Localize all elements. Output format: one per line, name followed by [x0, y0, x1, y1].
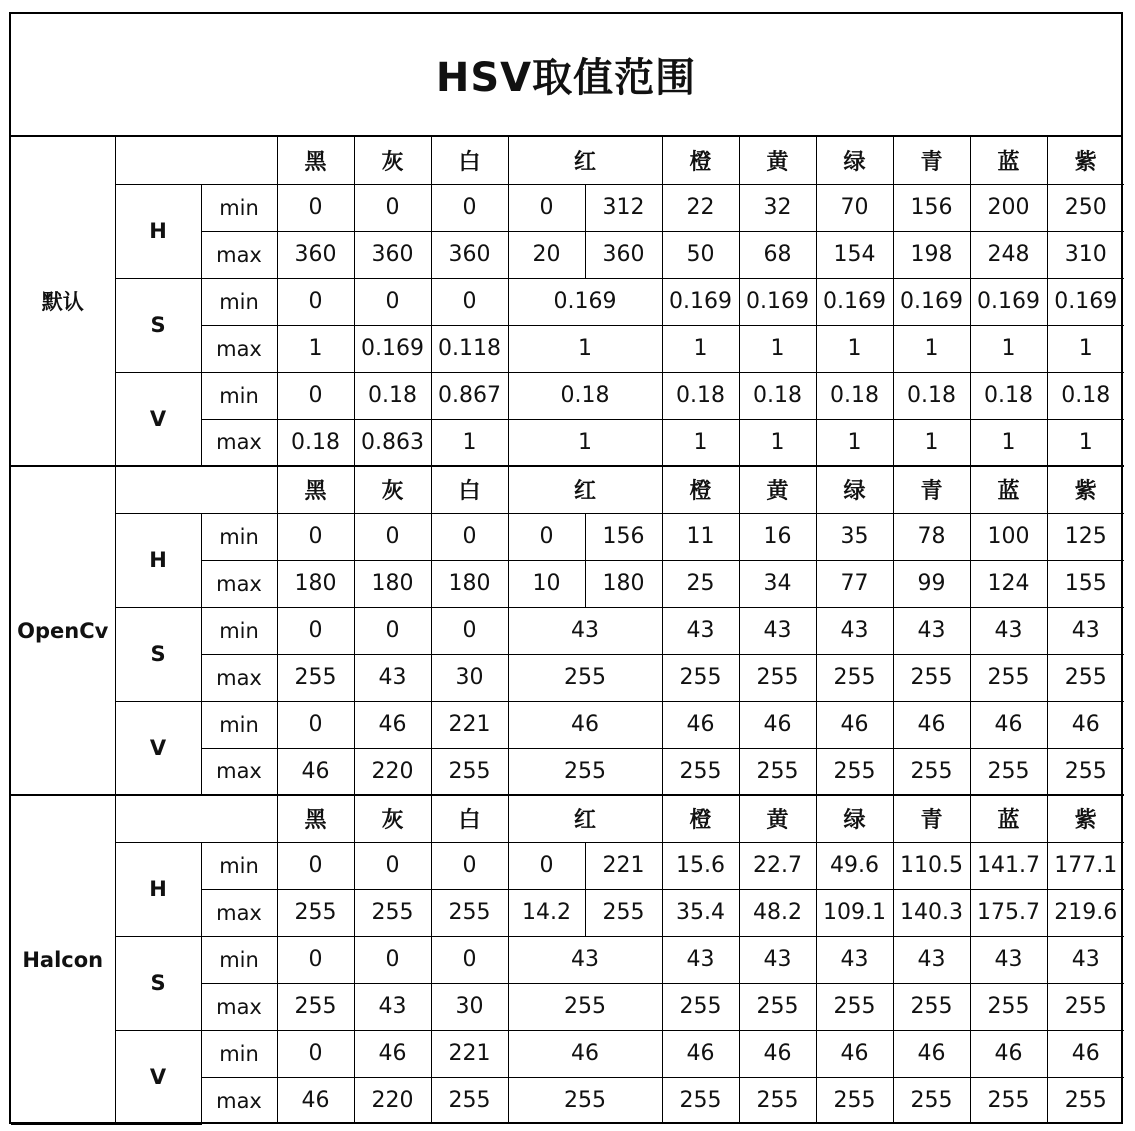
- value-cell: 141.7: [970, 842, 1047, 889]
- value-cell: 32: [739, 184, 816, 231]
- value-cell: 46: [277, 1077, 354, 1124]
- color-header: 灰: [354, 466, 431, 513]
- value-cell: 312: [585, 184, 662, 231]
- value-cell: 180: [585, 560, 662, 607]
- value-cell: 255: [277, 654, 354, 701]
- value-cell: 22.7: [739, 842, 816, 889]
- value-cell: 0: [277, 278, 354, 325]
- value-cell: 14.2: [508, 889, 585, 936]
- value-cell: 255: [1047, 983, 1124, 1030]
- value-cell: 255: [739, 983, 816, 1030]
- value-cell: 20: [508, 231, 585, 278]
- min-label: min: [201, 278, 277, 325]
- value-cell: 46: [508, 1030, 662, 1077]
- value-cell: 46: [354, 701, 431, 748]
- value-cell: 255: [585, 889, 662, 936]
- value-cell: 43: [508, 936, 662, 983]
- value-cell: 0: [277, 701, 354, 748]
- value-cell: 0.169: [739, 278, 816, 325]
- value-cell: 255: [816, 983, 893, 1030]
- value-cell: 219.6: [1047, 889, 1124, 936]
- value-row: [11, 936, 1124, 983]
- value-cell: 255: [893, 748, 970, 795]
- value-cell: 109.1: [816, 889, 893, 936]
- value-cell: 180: [431, 560, 508, 607]
- value-row: [11, 607, 1124, 654]
- value-cell: 99: [893, 560, 970, 607]
- value-cell: 100: [970, 513, 1047, 560]
- value-cell: 46: [739, 701, 816, 748]
- value-cell: 0.18: [739, 372, 816, 419]
- value-cell: 360: [431, 231, 508, 278]
- value-cell: 124: [970, 560, 1047, 607]
- value-cell: 46: [1047, 701, 1124, 748]
- value-cell: 156: [585, 513, 662, 560]
- value-cell: 0: [431, 278, 508, 325]
- value-cell: 34: [739, 560, 816, 607]
- value-cell: 0: [431, 936, 508, 983]
- value-cell: 1: [739, 325, 816, 372]
- value-cell: 255: [508, 1077, 662, 1124]
- value-cell: 10: [508, 560, 585, 607]
- value-cell: 43: [739, 607, 816, 654]
- color-header: 红: [508, 795, 662, 842]
- value-cell: 43: [662, 936, 739, 983]
- value-cell: 0: [508, 184, 585, 231]
- value-cell: 0: [277, 1030, 354, 1077]
- value-cell: 11: [662, 513, 739, 560]
- min-label: min: [201, 607, 277, 654]
- color-header: 青: [893, 466, 970, 513]
- value-row: [11, 184, 1124, 231]
- color-header: 紫: [1047, 137, 1124, 184]
- channel-label: H: [115, 184, 201, 278]
- value-cell: 46: [816, 1030, 893, 1077]
- value-cell: 1: [1047, 419, 1124, 466]
- value-cell: 46: [354, 1030, 431, 1077]
- color-header: 紫: [1047, 795, 1124, 842]
- color-header: 白: [431, 795, 508, 842]
- value-cell: 200: [970, 184, 1047, 231]
- value-cell: 46: [1047, 1030, 1124, 1077]
- value-cell: 255: [739, 748, 816, 795]
- value-cell: 255: [277, 889, 354, 936]
- color-header-row: [11, 466, 1124, 513]
- value-cell: 1: [431, 419, 508, 466]
- header-blank-cell: [115, 795, 277, 842]
- value-cell: 360: [354, 231, 431, 278]
- value-cell: 255: [816, 748, 893, 795]
- color-header: 青: [893, 795, 970, 842]
- color-header: 蓝: [970, 795, 1047, 842]
- header-blank-cell: [115, 466, 277, 513]
- value-cell: 180: [354, 560, 431, 607]
- value-cell: 70: [816, 184, 893, 231]
- value-cell: 220: [354, 748, 431, 795]
- value-cell: 255: [970, 748, 1047, 795]
- value-cell: 0: [431, 513, 508, 560]
- value-cell: 0: [277, 607, 354, 654]
- value-cell: 0: [431, 607, 508, 654]
- channel-label: S: [115, 607, 201, 701]
- color-header: 白: [431, 137, 508, 184]
- value-cell: 0: [354, 278, 431, 325]
- value-cell: 43: [893, 936, 970, 983]
- value-cell: 46: [893, 701, 970, 748]
- max-label: max: [201, 654, 277, 701]
- value-row: [11, 1030, 1124, 1077]
- value-cell: 156: [893, 184, 970, 231]
- value-cell: 46: [277, 748, 354, 795]
- value-cell: 1: [970, 325, 1047, 372]
- channel-label: H: [115, 842, 201, 936]
- value-cell: 255: [970, 1077, 1047, 1124]
- value-cell: 155: [1047, 560, 1124, 607]
- color-header: 红: [508, 466, 662, 513]
- hsv-range-sheet: [9, 12, 1123, 1124]
- value-cell: 43: [354, 983, 431, 1030]
- value-cell: 49.6: [816, 842, 893, 889]
- value-cell: 43: [970, 936, 1047, 983]
- value-cell: 177.1: [1047, 842, 1124, 889]
- value-cell: 198: [893, 231, 970, 278]
- value-cell: 0.18: [1047, 372, 1124, 419]
- system-label: 默认: [11, 137, 115, 466]
- value-cell: 46: [970, 701, 1047, 748]
- value-cell: 0: [508, 513, 585, 560]
- value-cell: 0.169: [354, 325, 431, 372]
- value-cell: 255: [431, 748, 508, 795]
- value-cell: 0: [354, 607, 431, 654]
- value-cell: 0: [277, 372, 354, 419]
- value-cell: 255: [970, 983, 1047, 1030]
- color-header: 青: [893, 137, 970, 184]
- hsv-range-table: [11, 137, 1124, 1125]
- channel-label: S: [115, 936, 201, 1030]
- color-header: 灰: [354, 137, 431, 184]
- value-cell: 30: [431, 654, 508, 701]
- value-cell: 43: [816, 607, 893, 654]
- value-cell: 255: [1047, 748, 1124, 795]
- value-cell: 46: [970, 1030, 1047, 1077]
- color-header: 黑: [277, 137, 354, 184]
- value-cell: 1: [662, 419, 739, 466]
- value-cell: 0: [354, 936, 431, 983]
- value-cell: 0: [354, 842, 431, 889]
- value-cell: 35.4: [662, 889, 739, 936]
- value-row: [11, 513, 1124, 560]
- channel-label: V: [115, 372, 201, 466]
- value-cell: 360: [585, 231, 662, 278]
- value-cell: 16: [739, 513, 816, 560]
- value-cell: 43: [354, 654, 431, 701]
- value-cell: 221: [585, 842, 662, 889]
- value-cell: 221: [431, 701, 508, 748]
- value-cell: 255: [662, 748, 739, 795]
- color-header: 黄: [739, 795, 816, 842]
- max-label: max: [201, 560, 277, 607]
- value-row: [11, 372, 1124, 419]
- value-cell: 0.169: [1047, 278, 1124, 325]
- value-cell: 15.6: [662, 842, 739, 889]
- color-header: 绿: [816, 137, 893, 184]
- value-cell: 50: [662, 231, 739, 278]
- value-cell: 0: [431, 842, 508, 889]
- color-header: 橙: [662, 466, 739, 513]
- value-cell: 140.3: [893, 889, 970, 936]
- value-cell: 0.18: [508, 372, 662, 419]
- value-cell: 30: [431, 983, 508, 1030]
- min-label: min: [201, 701, 277, 748]
- color-header: 橙: [662, 137, 739, 184]
- value-cell: 0.863: [354, 419, 431, 466]
- value-cell: 255: [354, 889, 431, 936]
- value-cell: 1: [277, 325, 354, 372]
- channel-label: S: [115, 278, 201, 372]
- max-label: max: [201, 325, 277, 372]
- value-cell: 125: [1047, 513, 1124, 560]
- max-label: max: [201, 748, 277, 795]
- color-header: 黄: [739, 137, 816, 184]
- value-row: [11, 701, 1124, 748]
- value-cell: 255: [893, 1077, 970, 1124]
- color-header: 蓝: [970, 137, 1047, 184]
- color-header: 黑: [277, 795, 354, 842]
- value-cell: 154: [816, 231, 893, 278]
- value-cell: 255: [662, 1077, 739, 1124]
- value-cell: 255: [508, 748, 662, 795]
- system-label: Halcon: [11, 795, 115, 1124]
- color-header-row: [11, 795, 1124, 842]
- value-cell: 255: [1047, 1077, 1124, 1124]
- value-cell: 43: [816, 936, 893, 983]
- value-cell: 255: [508, 654, 662, 701]
- value-cell: 220: [354, 1077, 431, 1124]
- color-header: 绿: [816, 466, 893, 513]
- value-cell: 310: [1047, 231, 1124, 278]
- value-cell: 68: [739, 231, 816, 278]
- header-blank-cell: [115, 137, 277, 184]
- value-cell: 0.18: [970, 372, 1047, 419]
- value-cell: 1: [739, 419, 816, 466]
- value-cell: 46: [739, 1030, 816, 1077]
- value-cell: 43: [508, 607, 662, 654]
- value-cell: 43: [739, 936, 816, 983]
- value-cell: 180: [277, 560, 354, 607]
- value-cell: 0.169: [662, 278, 739, 325]
- color-header: 黑: [277, 466, 354, 513]
- min-label: min: [201, 1030, 277, 1077]
- max-label: max: [201, 1077, 277, 1124]
- value-row: [11, 842, 1124, 889]
- value-cell: 255: [816, 654, 893, 701]
- min-label: min: [201, 936, 277, 983]
- value-cell: 0.118: [431, 325, 508, 372]
- value-cell: 46: [662, 701, 739, 748]
- value-cell: 360: [277, 231, 354, 278]
- color-header: 灰: [354, 795, 431, 842]
- value-cell: 43: [662, 607, 739, 654]
- value-cell: 0.18: [893, 372, 970, 419]
- color-header: 绿: [816, 795, 893, 842]
- value-cell: 1: [662, 325, 739, 372]
- value-cell: 1: [1047, 325, 1124, 372]
- value-cell: 46: [893, 1030, 970, 1077]
- color-header-row: [11, 137, 1124, 184]
- color-header: 橙: [662, 795, 739, 842]
- value-cell: 1: [816, 419, 893, 466]
- value-cell: 255: [277, 983, 354, 1030]
- value-cell: 43: [1047, 607, 1124, 654]
- value-cell: 0.18: [277, 419, 354, 466]
- min-label: min: [201, 513, 277, 560]
- value-cell: 255: [893, 654, 970, 701]
- min-label: min: [201, 184, 277, 231]
- color-header: 黄: [739, 466, 816, 513]
- value-cell: 46: [508, 701, 662, 748]
- value-cell: 48.2: [739, 889, 816, 936]
- max-label: max: [201, 231, 277, 278]
- value-cell: 0: [508, 842, 585, 889]
- value-cell: 0: [431, 184, 508, 231]
- value-cell: 255: [431, 889, 508, 936]
- value-cell: 0.169: [893, 278, 970, 325]
- max-label: max: [201, 419, 277, 466]
- value-cell: 1: [508, 419, 662, 466]
- value-cell: 255: [508, 983, 662, 1030]
- value-cell: 1: [970, 419, 1047, 466]
- value-cell: 255: [1047, 654, 1124, 701]
- value-cell: 0: [354, 184, 431, 231]
- channel-label: V: [115, 1030, 201, 1124]
- value-cell: 0: [277, 842, 354, 889]
- value-cell: 110.5: [893, 842, 970, 889]
- max-label: max: [201, 983, 277, 1030]
- value-cell: 43: [1047, 936, 1124, 983]
- value-cell: 0.169: [816, 278, 893, 325]
- value-cell: 175.7: [970, 889, 1047, 936]
- value-cell: 25: [662, 560, 739, 607]
- value-cell: 0.169: [508, 278, 662, 325]
- channel-label: H: [115, 513, 201, 607]
- value-cell: 221: [431, 1030, 508, 1077]
- min-label: min: [201, 842, 277, 889]
- value-cell: 250: [1047, 184, 1124, 231]
- value-cell: 255: [816, 1077, 893, 1124]
- sheet-title: HSV取值范围: [11, 14, 1121, 137]
- value-cell: 255: [662, 654, 739, 701]
- channel-label: V: [115, 701, 201, 795]
- color-header: 红: [508, 137, 662, 184]
- value-cell: 255: [970, 654, 1047, 701]
- value-cell: 0.18: [662, 372, 739, 419]
- value-cell: 1: [893, 419, 970, 466]
- value-cell: 43: [893, 607, 970, 654]
- value-row: [11, 278, 1124, 325]
- value-cell: 78: [893, 513, 970, 560]
- value-cell: 1: [893, 325, 970, 372]
- value-cell: 46: [662, 1030, 739, 1077]
- min-label: min: [201, 372, 277, 419]
- value-cell: 255: [739, 654, 816, 701]
- value-cell: 22: [662, 184, 739, 231]
- value-cell: 248: [970, 231, 1047, 278]
- value-cell: 255: [431, 1077, 508, 1124]
- value-cell: 43: [970, 607, 1047, 654]
- value-cell: 0: [354, 513, 431, 560]
- color-header: 白: [431, 466, 508, 513]
- value-cell: 255: [662, 983, 739, 1030]
- value-cell: 0.867: [431, 372, 508, 419]
- value-cell: 255: [893, 983, 970, 1030]
- value-cell: 46: [816, 701, 893, 748]
- system-label: OpenCv: [11, 466, 115, 795]
- value-cell: 0.169: [970, 278, 1047, 325]
- max-label: max: [201, 889, 277, 936]
- value-cell: 77: [816, 560, 893, 607]
- value-cell: 0: [277, 513, 354, 560]
- value-cell: 1: [816, 325, 893, 372]
- value-cell: 0: [277, 184, 354, 231]
- value-cell: 1: [508, 325, 662, 372]
- value-cell: 0.18: [354, 372, 431, 419]
- color-header: 蓝: [970, 466, 1047, 513]
- color-header: 紫: [1047, 466, 1124, 513]
- value-cell: 35: [816, 513, 893, 560]
- value-cell: 0: [277, 936, 354, 983]
- value-cell: 0.18: [816, 372, 893, 419]
- value-cell: 255: [739, 1077, 816, 1124]
